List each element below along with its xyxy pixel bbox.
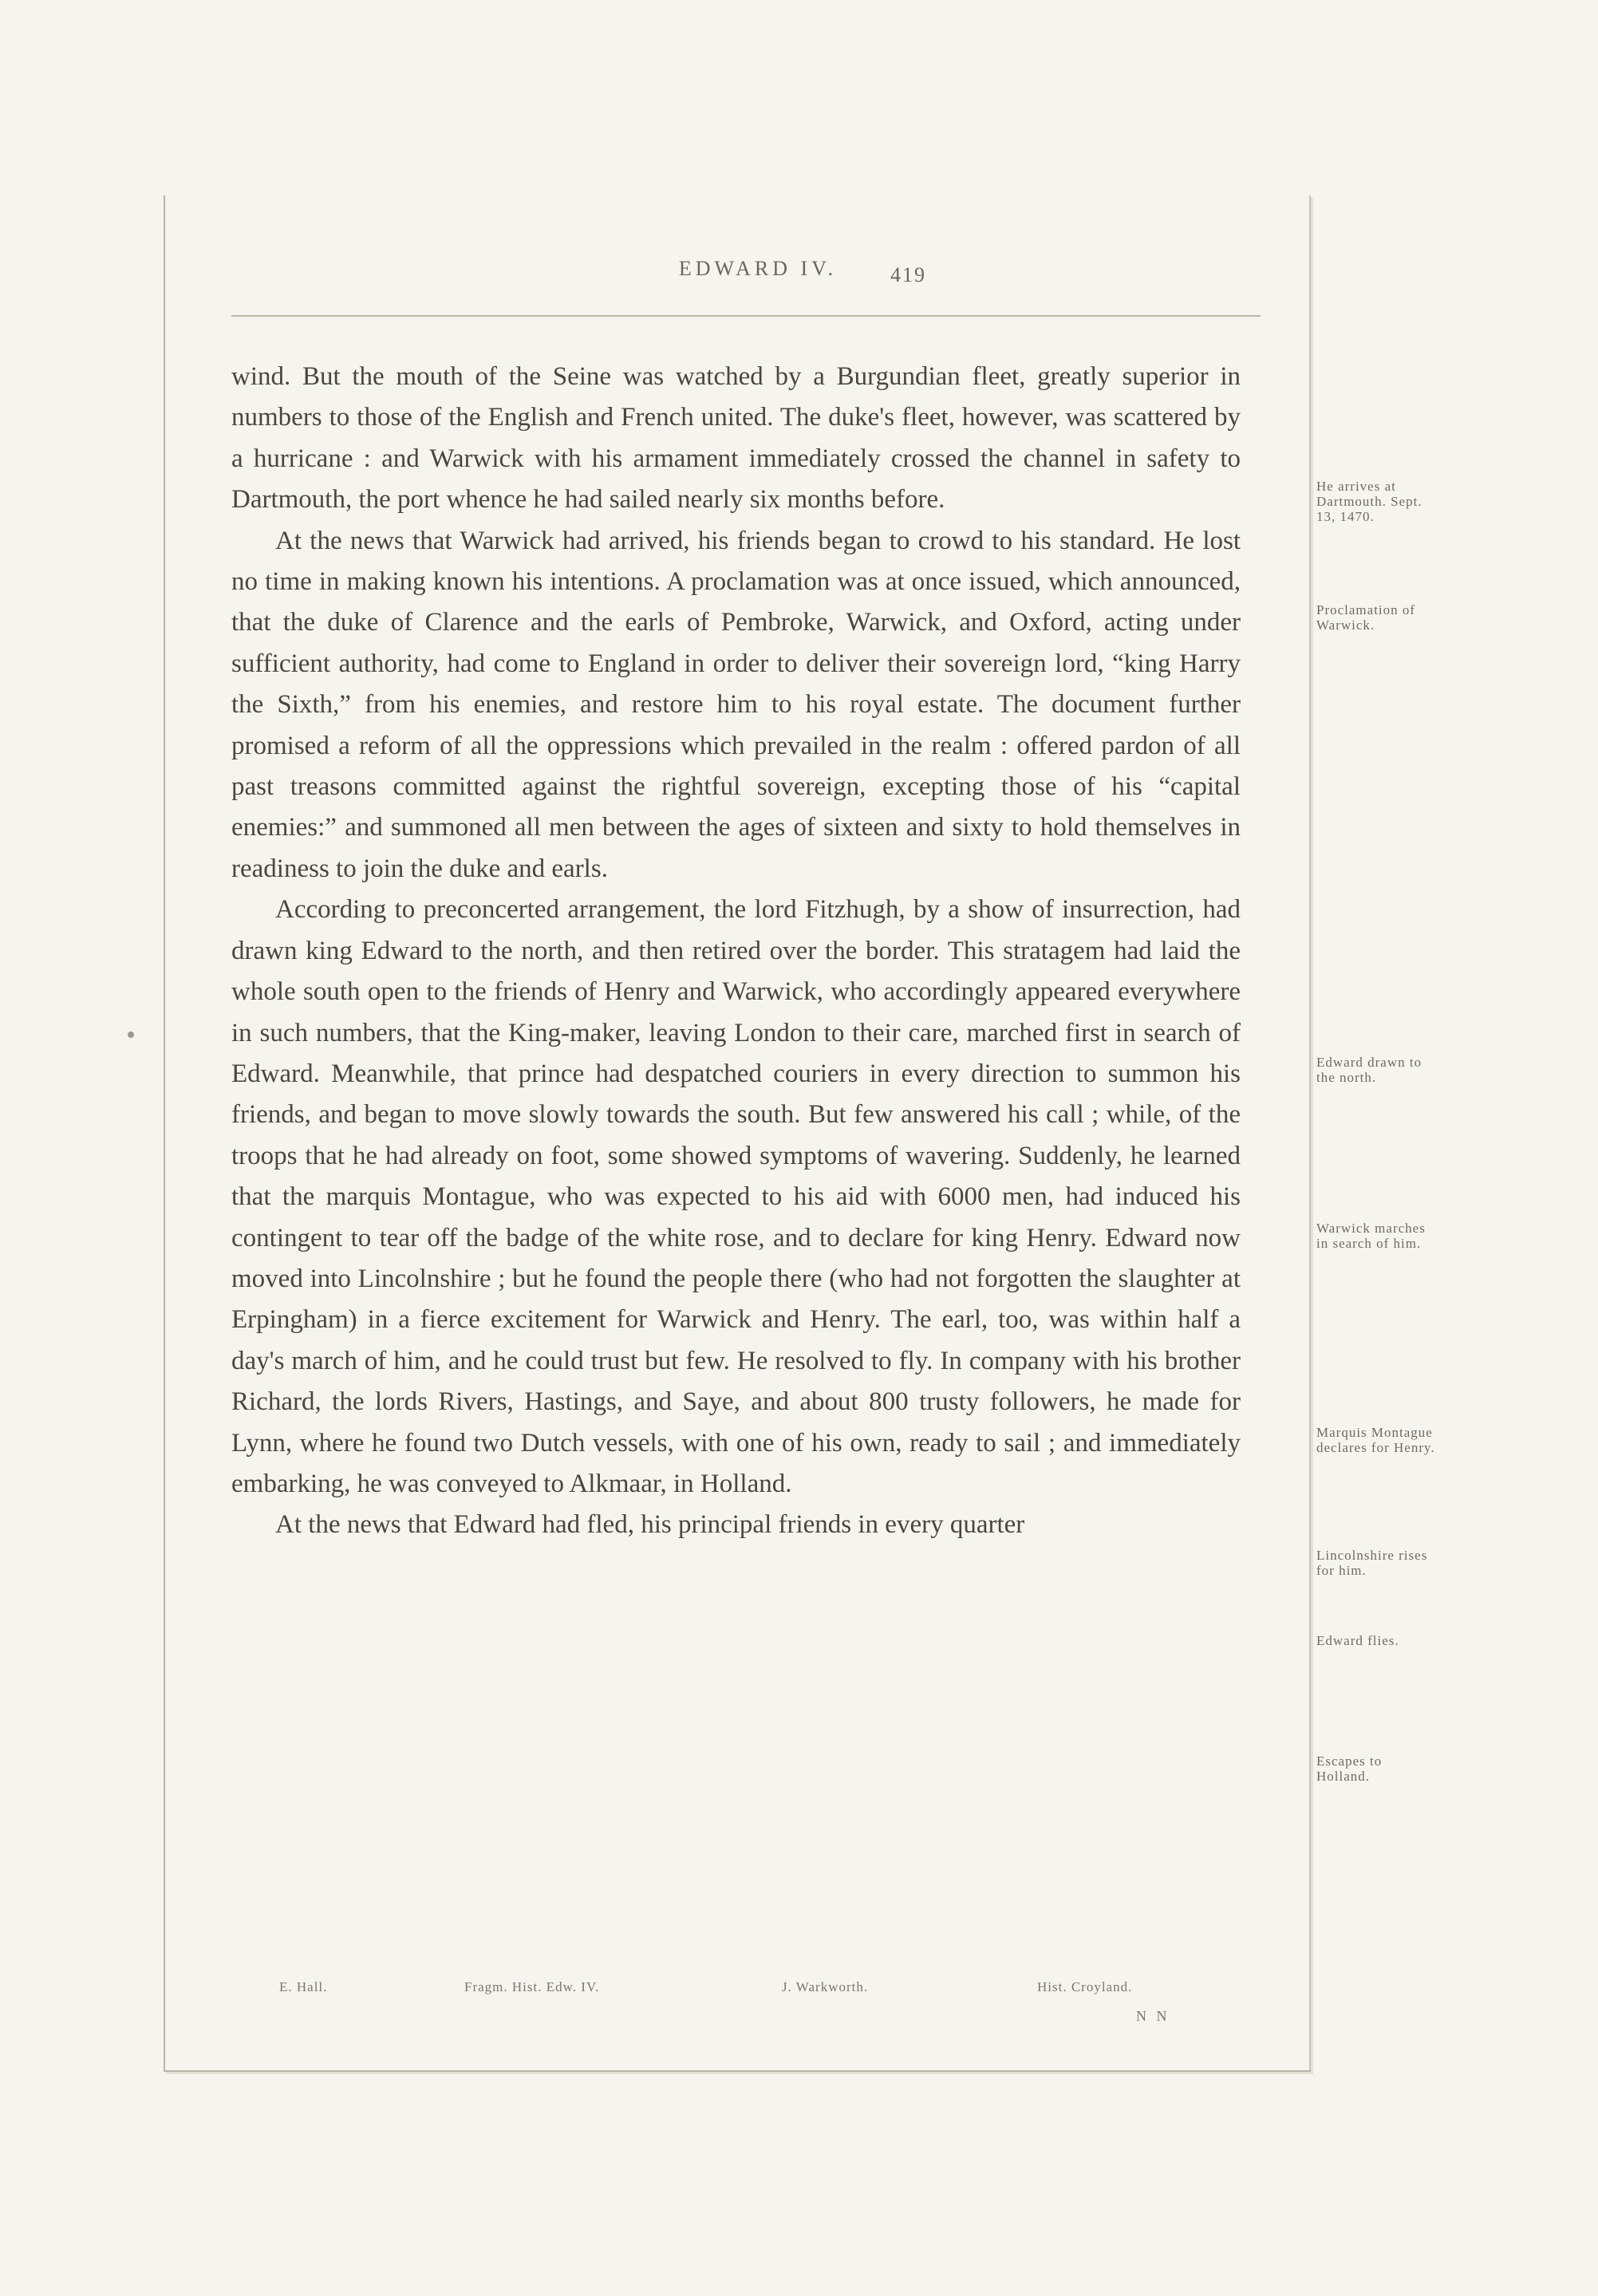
footnote-sources	[279, 1979, 1237, 2003]
margin-note-warwick-marches: Warwick marches in search of him.	[1316, 1221, 1426, 1251]
frame-right-edge	[1309, 195, 1311, 2070]
footnote-source: Hist. Croyland.	[1037, 1979, 1133, 1994]
header-rule	[231, 315, 1261, 317]
footnote-source: E. Hall.	[279, 1979, 328, 1994]
margin-dot	[128, 1032, 134, 1038]
margin-note-montague: Marquis Montague declares for Henry.	[1316, 1425, 1435, 1455]
footnote-source: Fragm. Hist. Edw. IV.	[464, 1979, 600, 1994]
main-text	[231, 357, 1241, 1546]
paragraph-1: wind. But the mouth of the Seine was watched by a Burgundian fleet, greatly superior in numbers to those of the English and French united. The duke's fleet, however, was scattered by a hurricane : and Warwick with his armament immediately crossed the channel in safety to Dartmouth, the port whence he had sailed nearly six months before.	[231, 362, 1241, 515]
paragraph-4: At the news that Edward had fled, his principal friends in every quarter	[275, 1510, 1025, 1540]
signature-mark: N N	[1136, 2008, 1170, 2024]
margin-note-flies: Edward flies.	[1316, 1633, 1399, 1648]
footnote-source: J. Warkworth.	[782, 1979, 869, 1994]
margin-note-lincolnshire: Lincolnshire rises for him.	[1316, 1548, 1428, 1578]
margin-note-escapes: Escapes to Holland.	[1316, 1754, 1383, 1784]
paragraph-3: According to preconcerted arrangement, the lord Fitzhugh, by a show of insurrection, had drawn king Edward to the north, and then retired over the border. This stratagem had laid the whole south open to the friends of Henry and Warwick, who accordingly appeared everywhere in such numbers, that the King-maker, leaving London to their care, marched first in search of Edward. Meanwhile, that prince had despatched couriers in every direction to summon his friends, and began to move slowly towards the south. But few answered his call ; while, of the troops that he had already on foot, some showed symptoms of wavering. Suddenly, he learned that the marquis Montague, who was expected to his aid with 6000 men, had induced his contingent to tear off the badge of the white rose, and to declare for king Henry. Edward now moved into Lincolnshire ; but he found the people there (who had not forgotten the slaughter at Erpingham) in a fierce excitement for Warwick and Henry. The earl, too, was within half a day's march of him, and he could trust but few. He resolved to fly. In company with his brother Richard, the lords Rivers, Hastings, and Saye, and about 800 trusty followers, he made for Lynn, where he found two Dutch vessels, with one of his own, ready to sail ; and immediately embarking, he was conveyed to Alkmaar, in Holland.	[231, 895, 1241, 1498]
paragraph-2: At the news that Warwick had arrived, his friends began to crowd to his standard. He lost no time in making known his intentions. A proclamation was at once issued, which announced, that the duke of Clarence and the earls of Pembroke, Warwick, and Oxford, acting under sufficient authority, had come to England in order to deliver their sovereign lord, “king Harry the Sixth,” from his enemies, and restore him to his royal estate. The document further promised a reform of all the oppressions which prevailed in the realm : offered pardon of all past treasons committed against the rightful sovereign, excepting those of his “capital enemies:” and summoned all men between the ages of sixteen and sixty to hold themselves in readiness to join the duke and earls.	[231, 526, 1241, 883]
margin-note-arrives: He arrives at Dartmouth. Sept. 13, 1470.	[1316, 479, 1422, 524]
page-number: 419	[890, 263, 926, 286]
running-head: EDWARD IV.	[678, 257, 838, 280]
margin-note-proclamation: Proclamation of Warwick.	[1316, 602, 1416, 633]
margin-note-drawn-north: Edward drawn to the north.	[1316, 1055, 1422, 1085]
